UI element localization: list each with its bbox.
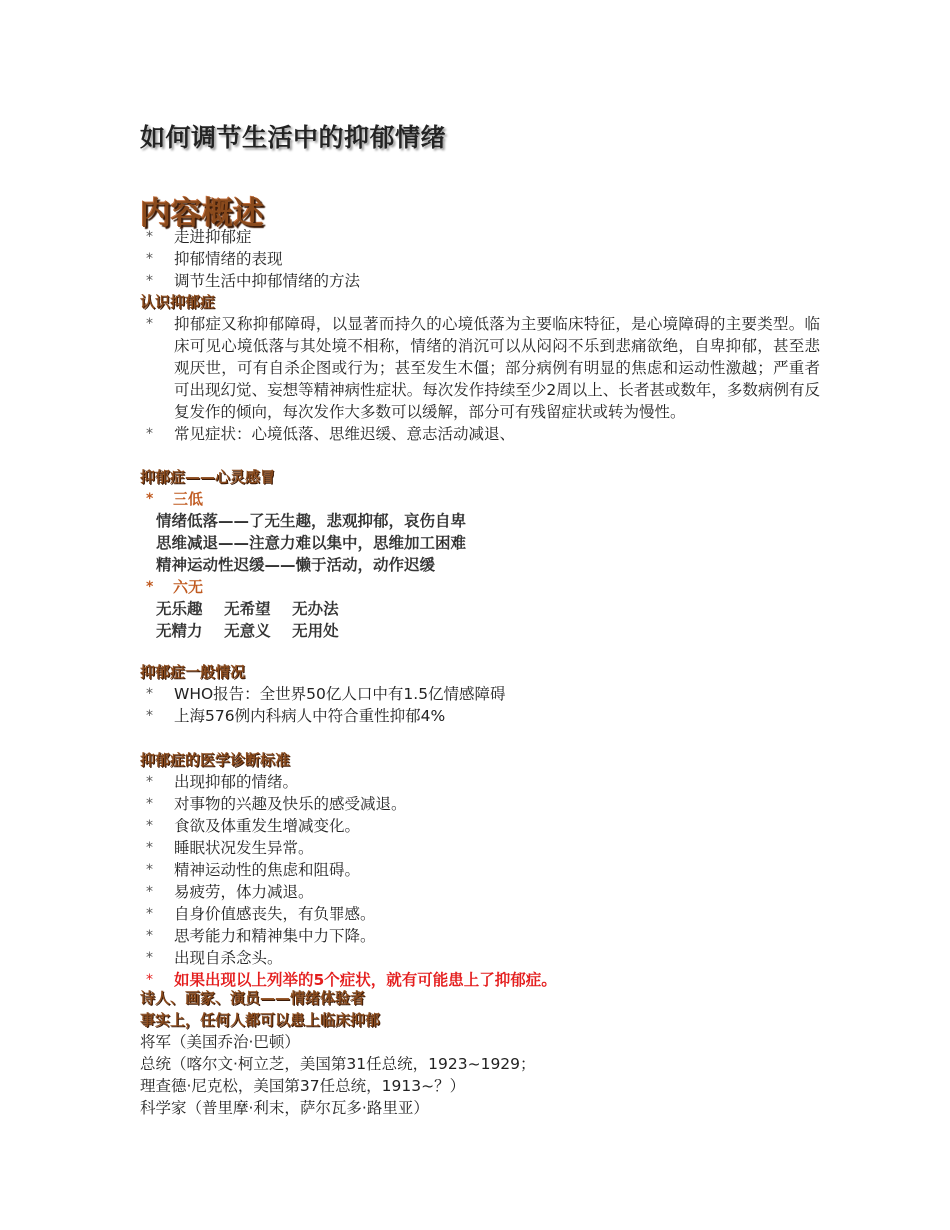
bullet-star-icon: * (146, 579, 154, 595)
bullet-star-icon: * (146, 774, 153, 790)
bullet-star-icon: * (146, 708, 153, 724)
bullet-star-icon: * (146, 906, 153, 922)
bullet-star-icon: * (146, 862, 153, 878)
text-line: 理查德·尼克松，美国第37任总统，1913~？） (140, 1077, 466, 1095)
list-item: * 常见症状：心境低落、思维迟缓、意志活动减退、 (146, 425, 516, 443)
bullet-star-icon: * (146, 818, 153, 834)
list-item: * WHO报告：全世界50亿人口中有1.5亿情感障碍 (146, 685, 506, 703)
six-none-line: 无乐趣 无希望 无办法 (156, 600, 339, 618)
list-item: * 出现自杀念头。 (146, 949, 283, 967)
page-title: 如何调节生活中的抑郁情绪 (140, 123, 447, 152)
list-item: * 调节生活中抑郁情绪的方法 (146, 272, 361, 290)
general-list (140, 683, 820, 727)
six-none-line: 无精力 无意义 无用处 (156, 622, 339, 640)
warning-item: * 如果出现以上列举的5个症状，就有可能患上了抑郁症。 (146, 971, 557, 989)
overview-heading: 内容概述 (140, 196, 264, 232)
bullet-star-icon: * (146, 840, 153, 856)
bullet-star-icon: * (146, 884, 153, 900)
overview-list (140, 226, 820, 292)
section-heading-cold: 抑郁症——心灵感冒 (140, 468, 276, 486)
bullet-star-icon: * (146, 251, 153, 267)
criteria-list (140, 771, 820, 991)
bullet-star-icon: * (146, 229, 153, 245)
section-heading-know: 认识抑郁症 (140, 293, 216, 311)
text-line: 总统（喀尔文·柯立芝，美国第31任总统，1923~1929； (140, 1055, 536, 1073)
list-item: * 抑郁情绪的表现 (146, 250, 283, 268)
text-line: 将军（美国乔治·巴顿） (140, 1033, 300, 1051)
list-item: * 食欲及体重发生增减变化。 (146, 817, 361, 835)
section-heading-people: 诗人、画家、演员——情绪体验者 (140, 989, 366, 1007)
list-item: * 出现抑郁的情绪。 (146, 773, 299, 791)
section-heading-criteria: 抑郁症的医学诊断标准 (140, 751, 291, 769)
bullet-star-icon: * (146, 491, 154, 507)
bullet-star-icon: * (146, 796, 153, 812)
list-item: * 精神运动性的焦虑和阻碍。 (146, 861, 361, 879)
list-item: * 上海576例内科病人中符合重性抑郁4% (146, 707, 446, 725)
three-low-line: 情绪低落——了无生趣，悲观抑郁，哀伤自卑 (156, 512, 467, 530)
three-low-line: 思维减退——注意力难以集中，思维加工困难 (156, 534, 467, 552)
bullet-star-icon: * (146, 273, 153, 289)
bullet-star-icon: * (146, 316, 153, 332)
six-none-label: 六无 (173, 578, 204, 596)
bullet-star-icon: * (146, 686, 153, 702)
list-item: * 睡眠状况发生异常。 (146, 839, 314, 857)
bullet-star-icon: * (146, 972, 153, 988)
section-heading-general: 抑郁症一般情况 (140, 663, 246, 681)
three-low-label: 三低 (173, 490, 204, 508)
list-item: * 抑郁症又称抑郁障碍，以显著而持久的心境低落为主要临床特征，是心境障碍的主要类型。临床可见心境低落与其处境不相称，情绪的消沉可以从闷闷不乐到悲痛欲绝，自卑抑郁，甚至悲观厌世，可有自杀企图或行为；甚至发生木僵；部分病例有明显的焦虑和运动性激越；严重者可出现幻觉、妄想等精神病性症状。每次发作持续至少2周以上、长者甚或数年，多数病例有反复发作的倾向，每次发作大多数可以缓解，部分可有残留症状或转为慢性。 (146, 315, 820, 421)
list-item: * 对事物的兴趣及快乐的感受减退。 (146, 795, 407, 813)
section-heading-anyone: 事实上，任何人都可以患上临床抑郁 (140, 1011, 381, 1029)
bullet-star-icon: * (146, 950, 153, 966)
bullet-star-icon: * (146, 426, 153, 442)
know-list (140, 313, 820, 445)
list-item: * 易疲劳，体力减退。 (146, 883, 314, 901)
three-low-line: 精神运动性迟缓——懒于活动，动作迟缓 (156, 556, 436, 574)
list-item: * 自身价值感丧失，有负罪感。 (146, 905, 376, 923)
list-item: * 走进抑郁症 (146, 228, 252, 246)
text-line: 科学家（普里摩·利末，萨尔瓦多·路里亚） (140, 1099, 429, 1117)
bullet-star-icon: * (146, 928, 153, 944)
list-item: * 思考能力和精神集中力下降。 (146, 927, 376, 945)
